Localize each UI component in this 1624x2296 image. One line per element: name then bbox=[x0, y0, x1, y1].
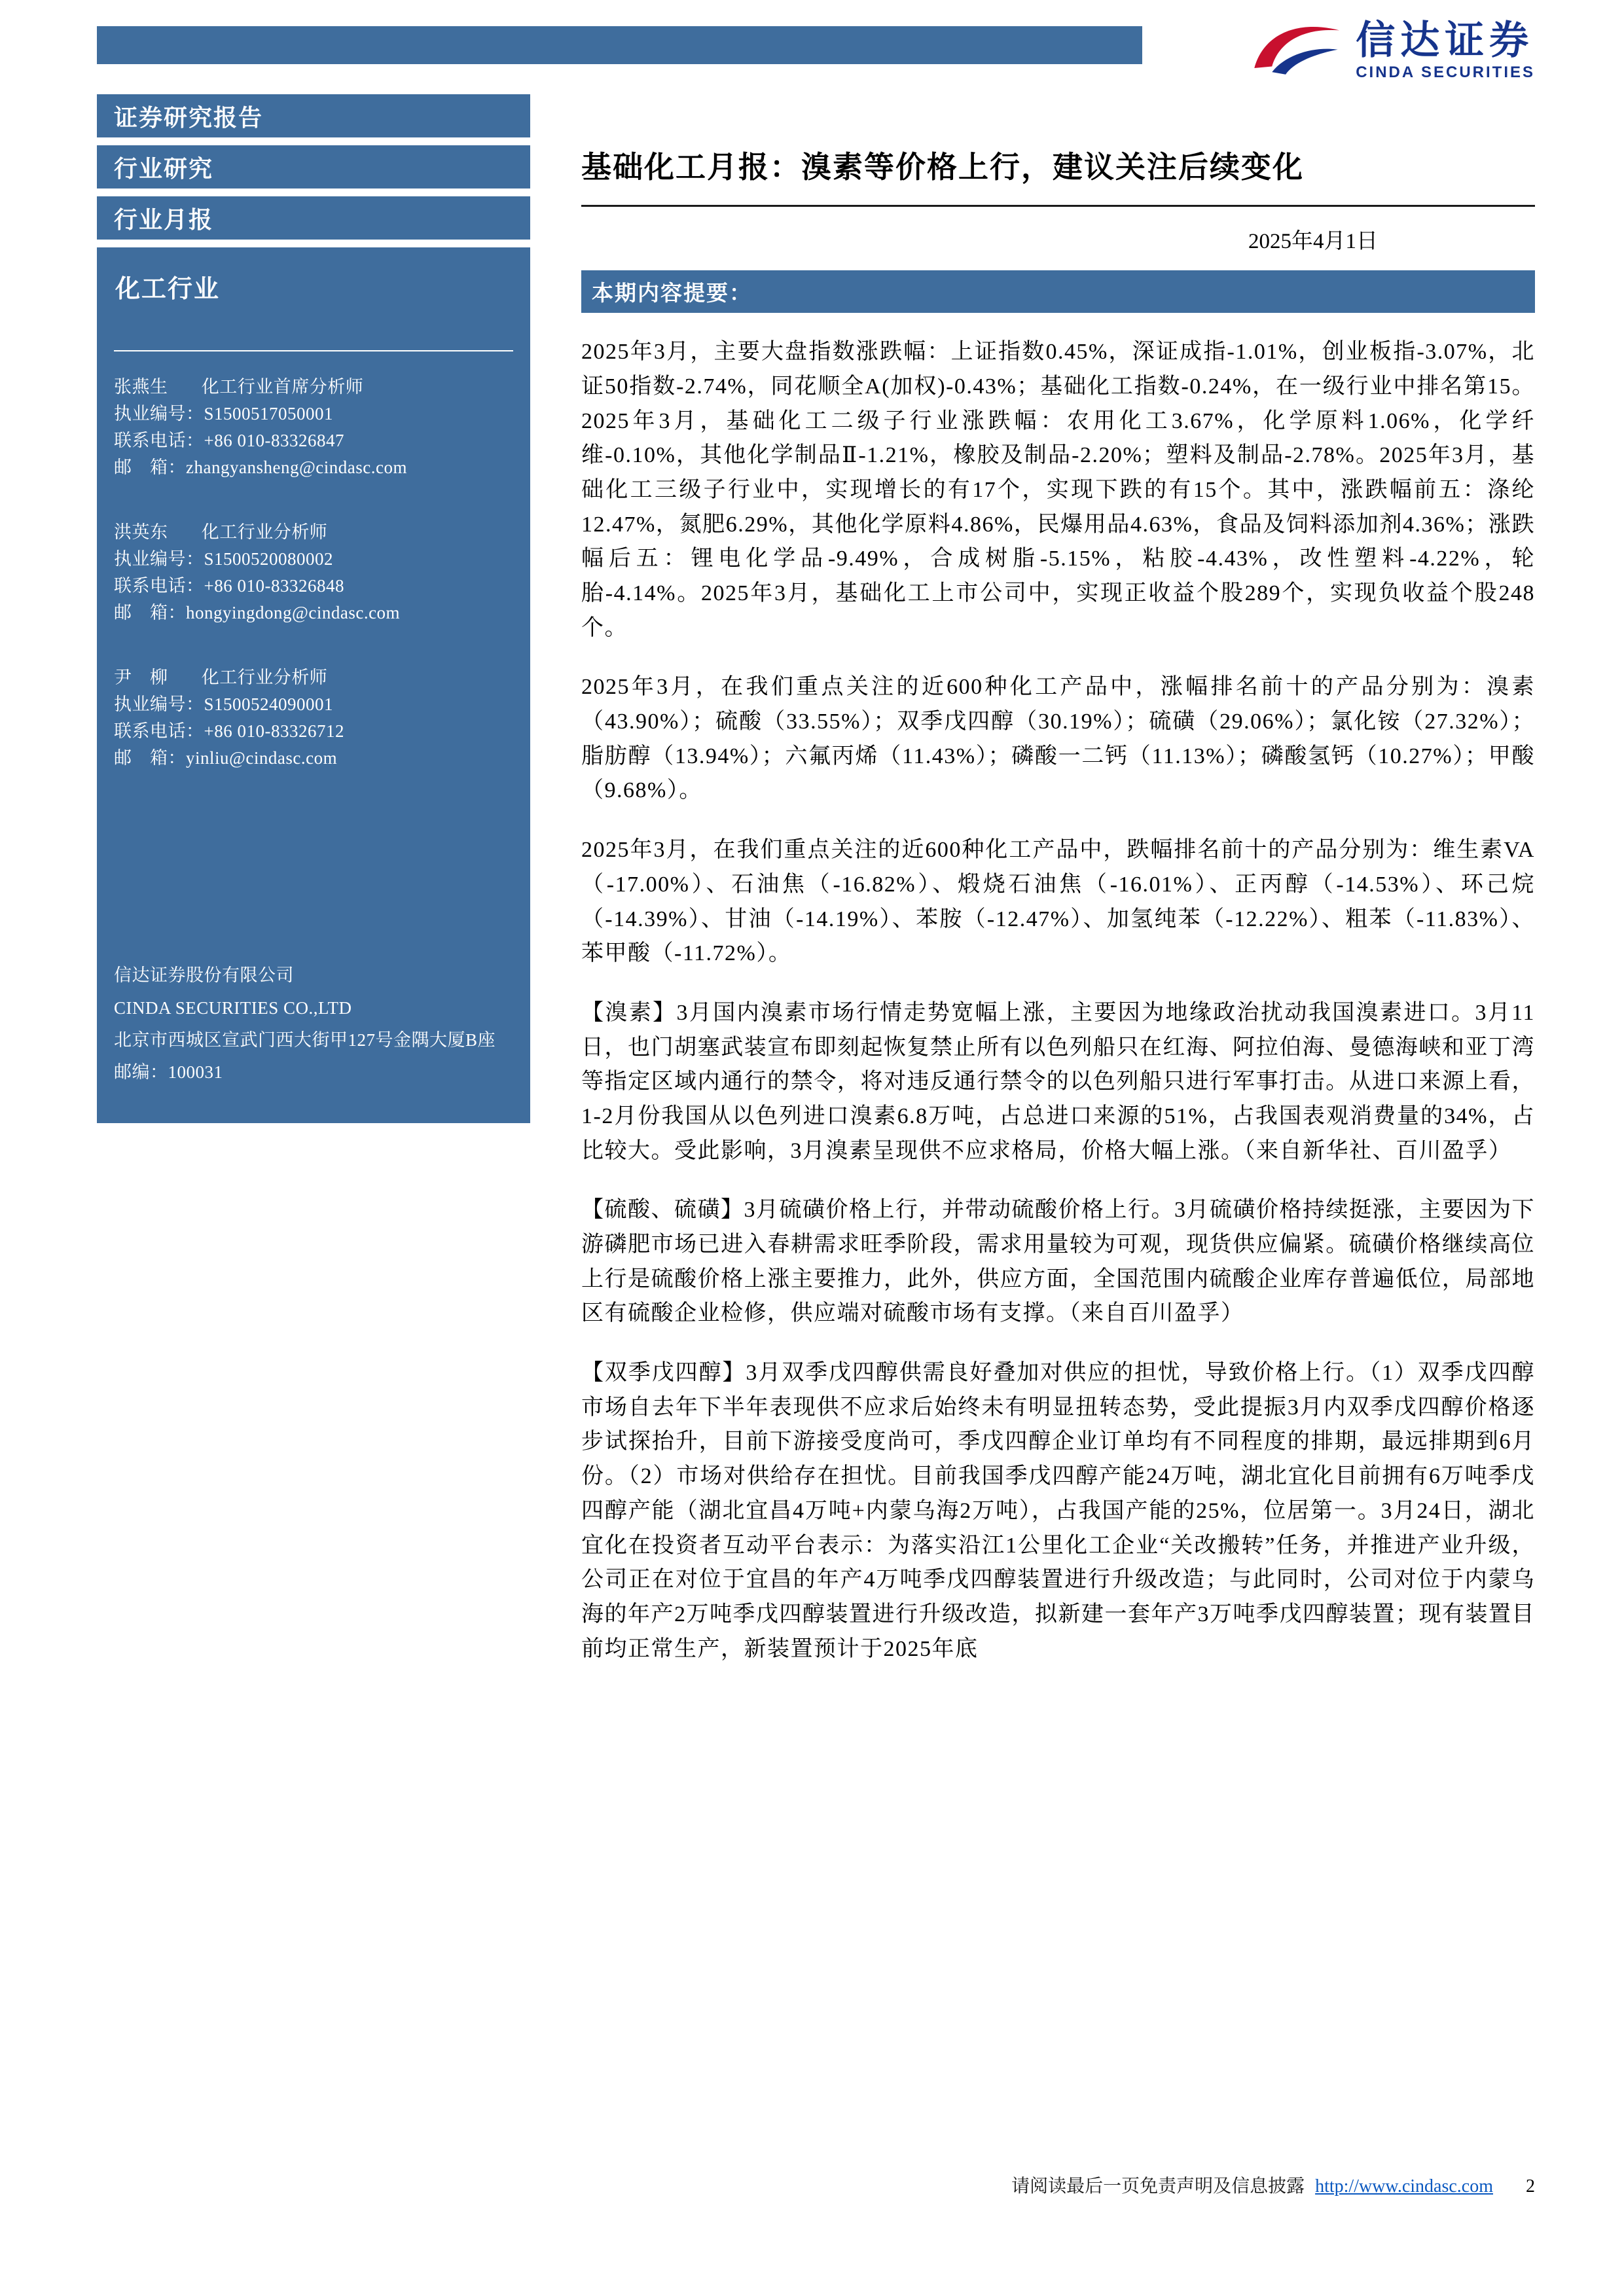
page-body bbox=[97, 94, 1535, 2172]
industry-label: 化工行业 bbox=[115, 276, 221, 303]
footer-disclaimer: 请阅读最后一页免责声明及信息披露 bbox=[1011, 2176, 1305, 2197]
sidebar-category-box: 行业月报 bbox=[97, 196, 530, 240]
report-date: 2025年4月1日 bbox=[1248, 230, 1378, 254]
analyst-name-line bbox=[114, 374, 513, 401]
sidebar-category-box: 证券研究报告 bbox=[97, 94, 530, 137]
summary-header: 本期内容提要： bbox=[581, 270, 1535, 313]
analyst-block bbox=[114, 664, 513, 772]
report-paragraphs bbox=[581, 335, 1535, 1691]
sidebar-category-box: 行业研究 bbox=[97, 145, 530, 188]
analyst-license-id: 执业编号：S1500524090001 bbox=[114, 694, 334, 715]
analyst-phone: 联系电话：+86 010-83326848 bbox=[114, 576, 344, 596]
page-number: 2 bbox=[1526, 2176, 1535, 2197]
logo-en-name: CINDA SECURITIES bbox=[1356, 63, 1535, 81]
analyst-role: 化工行业分析师 bbox=[201, 668, 328, 688]
analyst-list bbox=[114, 374, 513, 772]
body-paragraph: 【硫酸、硫磺】3月硫磺价格上行，并带动硫酸价格上行。3月硫磺价格持续挺涨，主要因为下游磷肥市场已进入春耕需求旺季阶段，需求用量较为可观，现货供应偏紧。硫磺价格继续高位上行是硫酸价格上涨主要推力，此外，供应方面，全国范围内硫酸企业库存普遍低位，局部地区有硫酸企业检修，供应端对硫酸市场有支撑。（来自百川盈孚） bbox=[581, 1198, 1535, 1326]
sidebar-divider bbox=[114, 350, 513, 351]
company-logo bbox=[1142, 18, 1535, 82]
main-content bbox=[581, 94, 1535, 1691]
page-header bbox=[97, 18, 1535, 82]
company-info-line: 北京市西城区宣武门西大街甲127号金隅大厦B座 bbox=[114, 1030, 496, 1050]
body-paragraph: 【双季戊四醇】3月双季戊四醇供需良好叠加对供应的担忧，导致价格上行。（1）双季戊四醇市场自去年下半年表现供不应求后始终未有明显扭转态势，受此提振3月内双季戊四醇价格逐步试探抬升，目前下游接受度尚可，季戊四醇企业订单均有不同程度的排期，最远排期到6月份。（2）市场对供给存在担忧。目前我国季戊四醇产能24万吨，湖北宜化目前拥有6万吨季戊四醇产能（湖北宜昌4万吨+内蒙乌海2万吨），占我国产能的25%，位居第一。3月24日，湖北宜化在投资者互动平台表示：为落实沿江1公里化工企业“关改搬转”任务，并推进产业升级，公司正在对位于宜昌的年产4万吨季戊四醇装置进行升级改造；与此同时，公司对位于内蒙乌海的年产2万吨季戊四醇装置进行升级改造，拟新建一套年产3万吨季戊四醇装置；现有装置目前均正常生产，新装置预计于2025年底 bbox=[581, 1361, 1535, 1661]
analyst-phone: 联系电话：+86 010-83326847 bbox=[114, 431, 344, 451]
company-info bbox=[114, 961, 513, 1086]
analyst-phone: 联系电话：+86 010-83326712 bbox=[114, 721, 344, 742]
analyst-block bbox=[114, 374, 513, 481]
analyst-block bbox=[114, 519, 513, 626]
company-info-line: 邮编：100031 bbox=[114, 1062, 223, 1082]
body-paragraph: 2025年3月，主要大盘指数涨跌幅：上证指数0.45%，深证成指-1.01%，创业板指-3.07%，北证50指数-2.74%，同花顺全A(加权)-0.43%；基础化工指数-0.24%，在一级行业中排名第15。2025年3月，基础化工二级子行业涨跌幅：农用化工3.67%，化学原料1.06%，化学纤维-0.10%，其他化学制品Ⅱ-1.21%，橡胶及制品-2.20%；塑料及制品-2.78%。2025年3月，基础化工三级子行业中，实现增长的有17个，实现下跌的有15个。其中，涨跌幅前五：涤纶12.47%，氮肥6.29%，其他化学原料4.86%，民爆用品4.63%，食品及饲料添加剂4.36%；涨跌幅后五：锂电化学品-9.49%，合成树脂-5.15%，粘胶-4.43%，改性塑料-4.22%，轮胎-4.14%。2025年3月，基础化工上市公司中，实现正收益个股289个，实现负收益个股248个。 bbox=[581, 340, 1535, 640]
analyst-role: 化工行业分析师 bbox=[201, 522, 328, 543]
company-info-line: 信达证券股份有限公司 bbox=[114, 965, 294, 986]
sidebar-panel bbox=[97, 247, 530, 1123]
title-rule bbox=[581, 205, 1535, 207]
page-footer bbox=[97, 2172, 1535, 2198]
body-paragraph: 【溴素】3月国内溴素市场行情走势宽幅上涨，主要因为地缘政治扰动我国溴素进口。3月11日，也门胡塞武装宣布即刻起恢复禁止所有以色列船只在红海、阿拉伯海、曼德海峡和亚丁湾等指定区域内通行的禁令，将对违反通行禁令的以色列船只进行军事打击。从进口来源上看，1-2月份我国从以色列进口溴素6.8万吨，占总进口来源的51%，占我国表观消费量的34%，占比较大。受此影响，3月溴素呈现供不应求格局，价格大幅上涨。（来自新华社、百川盈孚） bbox=[581, 1000, 1535, 1163]
analyst-email: 邮 箱：yinliu@cindasc.com bbox=[114, 748, 338, 768]
logo-cn-name: 信达证券 bbox=[1356, 18, 1534, 62]
analyst-name: 张燕生 bbox=[114, 377, 168, 397]
analyst-email: 邮 箱：zhangyansheng@cindasc.com bbox=[114, 457, 408, 478]
body-paragraph: 2025年3月，在我们重点关注的近600种化工产品中，涨幅排名前十的产品分别为：溴素（43.90%）；硫酸（33.55%）；双季戊四醇（30.19%）；硫磺（29.06%）；氯化铵（27.32%）；脂肪醇（13.94%）；六氟丙烯（11.43%）；磷酸一二钙（11.13%）；磷酸氢钙（10.27%）；甲酸（9.68%）。 bbox=[581, 675, 1535, 803]
analyst-email: 邮 箱：hongyingdong@cindasc.com bbox=[114, 603, 401, 623]
analyst-name: 洪英东 bbox=[114, 522, 168, 543]
logo-text bbox=[1356, 20, 1535, 82]
body-paragraph: 2025年3月，在我们重点关注的近600种化工产品中，跌幅排名前十的产品分别为：维生素VA（-17.00%）、石油焦（-16.82%）、煅烧石油焦（-16.01%）、正丙醇（-14.53%）、环己烷（-14.39%）、甘油（-14.19%）、苯胺（-12.47%）、加氢纯苯（-12.22%）、粗苯（-11.83%）、苯甲酸（-11.72%）。 bbox=[581, 838, 1535, 966]
sidebar bbox=[97, 94, 530, 1123]
analyst-name-line bbox=[114, 664, 513, 691]
analyst-name-line bbox=[114, 519, 513, 546]
company-info-line: CINDA SECURITIES CO.,LTD bbox=[114, 997, 352, 1018]
analyst-license-id: 执业编号：S1500520080002 bbox=[114, 549, 334, 569]
report-title: 基础化工月报：溴素等价格上行，建议关注后续变化 bbox=[581, 150, 1304, 184]
footer-url-link[interactable]: http://www.cindasc.com bbox=[1315, 2176, 1493, 2197]
date-row bbox=[581, 224, 1535, 255]
header-band bbox=[97, 26, 1142, 64]
sidebar-boxes bbox=[97, 94, 530, 240]
analyst-role: 化工行业首席分析师 bbox=[201, 377, 364, 397]
analyst-name: 尹 柳 bbox=[114, 668, 168, 688]
logo-swoosh-icon bbox=[1247, 18, 1345, 82]
analyst-license-id: 执业编号：S1500517050001 bbox=[114, 404, 334, 424]
